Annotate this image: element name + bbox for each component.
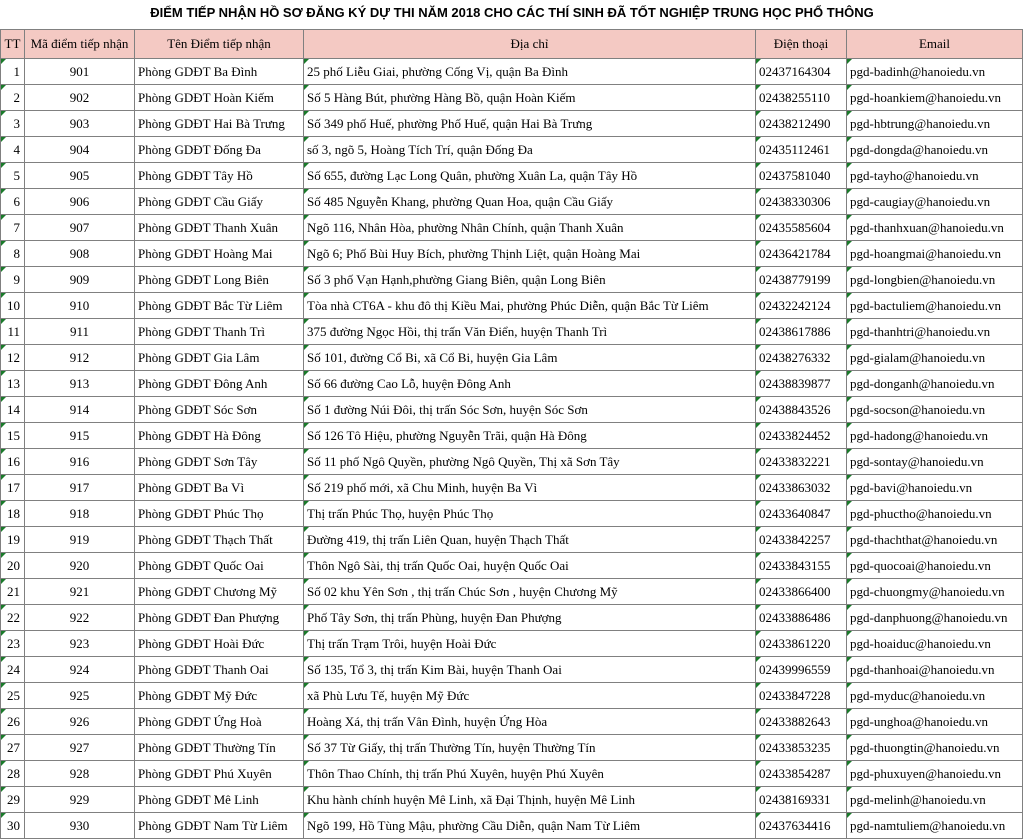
table-row — [1, 163, 1023, 189]
table-row — [1, 59, 1023, 85]
cell-tt: 18 — [1, 501, 25, 527]
cell-email: pgd-melinh@hanoiedu.vn — [847, 787, 1023, 813]
cell-email: pgd-thanhoai@hanoiedu.vn — [847, 657, 1023, 683]
cell-code: 918 — [25, 501, 135, 527]
cell-name: Phòng GDĐT Hoài Đức — [135, 631, 304, 657]
cell-address: Số 66 đường Cao Lỗ, huyện Đông Anh — [304, 371, 756, 397]
table-header-row — [1, 30, 1023, 59]
cell-code: 902 — [25, 85, 135, 111]
cell-code: 919 — [25, 527, 135, 553]
cell-email: pgd-phuctho@hanoiedu.vn — [847, 501, 1023, 527]
table-row — [1, 241, 1023, 267]
cell-phone: 02433882643 — [756, 709, 847, 735]
cell-name: Phòng GDĐT Bắc Từ Liêm — [135, 293, 304, 319]
cell-phone: 02433843155 — [756, 553, 847, 579]
cell-code: 928 — [25, 761, 135, 787]
cell-tt: 16 — [1, 449, 25, 475]
cell-email: pgd-myduc@hanoiedu.vn — [847, 683, 1023, 709]
cell-address: xã Phù Lưu Tế, huyện Mỹ Đức — [304, 683, 756, 709]
table-row — [1, 371, 1023, 397]
cell-tt: 27 — [1, 735, 25, 761]
cell-email: pgd-hadong@hanoiedu.vn — [847, 423, 1023, 449]
cell-tt: 29 — [1, 787, 25, 813]
cell-name: Phòng GDĐT Đan Phượng — [135, 605, 304, 631]
cell-phone: 02437164304 — [756, 59, 847, 85]
table-row — [1, 189, 1023, 215]
cell-phone: 02438276332 — [756, 345, 847, 371]
cell-email: pgd-chuongmy@hanoiedu.vn — [847, 579, 1023, 605]
cell-phone: 02438169331 — [756, 787, 847, 813]
cell-code: 913 — [25, 371, 135, 397]
cell-email: pgd-hoaiduc@hanoiedu.vn — [847, 631, 1023, 657]
cell-address: Đường 419, thị trấn Liên Quan, huyện Thạch Thất — [304, 527, 756, 553]
cell-tt: 17 — [1, 475, 25, 501]
cell-tt: 14 — [1, 397, 25, 423]
cell-email: pgd-sontay@hanoiedu.vn — [847, 449, 1023, 475]
cell-code: 914 — [25, 397, 135, 423]
cell-name: Phòng GDĐT Cầu Giấy — [135, 189, 304, 215]
cell-phone: 02438212490 — [756, 111, 847, 137]
cell-phone: 02438779199 — [756, 267, 847, 293]
cell-email: pgd-gialam@hanoiedu.vn — [847, 345, 1023, 371]
cell-email: pgd-socson@hanoiedu.vn — [847, 397, 1023, 423]
cell-address: Số 349 phố Huế, phường Phố Huế, quận Hai Bà Trưng — [304, 111, 756, 137]
header-name: Tên Điểm tiếp nhận — [135, 30, 304, 59]
cell-address: Số 02 khu Yên Sơn , thị trấn Chúc Sơn , huyện Chương Mỹ — [304, 579, 756, 605]
cell-tt: 4 — [1, 137, 25, 163]
cell-name: Phòng GDĐT Tây Hồ — [135, 163, 304, 189]
cell-address: Ngõ 6; Phố Bùi Huy Bích, phường Thịnh Liệt, quận Hoàng Mai — [304, 241, 756, 267]
table-row — [1, 683, 1023, 709]
table-row — [1, 527, 1023, 553]
table-row — [1, 267, 1023, 293]
cell-tt: 12 — [1, 345, 25, 371]
cell-code: 923 — [25, 631, 135, 657]
cell-code: 922 — [25, 605, 135, 631]
cell-code: 910 — [25, 293, 135, 319]
cell-code: 907 — [25, 215, 135, 241]
cell-code: 920 — [25, 553, 135, 579]
cell-email: pgd-quocoai@hanoiedu.vn — [847, 553, 1023, 579]
cell-code: 908 — [25, 241, 135, 267]
cell-name: Phòng GDĐT Thạch Thất — [135, 527, 304, 553]
cell-name: Phòng GDĐT Sóc Sơn — [135, 397, 304, 423]
cell-email: pgd-badinh@hanoiedu.vn — [847, 59, 1023, 85]
cell-phone: 02438839877 — [756, 371, 847, 397]
cell-tt: 25 — [1, 683, 25, 709]
cell-address: Số 101, đường Cổ Bi, xã Cổ Bi, huyện Gia Lâm — [304, 345, 756, 371]
cell-tt: 5 — [1, 163, 25, 189]
cell-code: 926 — [25, 709, 135, 735]
cell-name: Phòng GDĐT Hai Bà Trưng — [135, 111, 304, 137]
cell-phone: 02438330306 — [756, 189, 847, 215]
cell-phone: 02433886486 — [756, 605, 847, 631]
table-row — [1, 449, 1023, 475]
table-row — [1, 709, 1023, 735]
cell-email: pgd-dongda@hanoiedu.vn — [847, 137, 1023, 163]
cell-address: Thị trấn Phúc Thọ, huyện Phúc Thọ — [304, 501, 756, 527]
table-row — [1, 579, 1023, 605]
cell-address: 375 đường Ngọc Hồi, thị trấn Văn Điển, huyện Thanh Trì — [304, 319, 756, 345]
cell-code: 930 — [25, 813, 135, 839]
cell-tt: 10 — [1, 293, 25, 319]
table-row — [1, 319, 1023, 345]
cell-email: pgd-namtuliem@hanoiedu.vn — [847, 813, 1023, 839]
cell-tt: 6 — [1, 189, 25, 215]
cell-phone: 02435585604 — [756, 215, 847, 241]
cell-tt: 9 — [1, 267, 25, 293]
cell-email: pgd-longbien@hanoiedu.vn — [847, 267, 1023, 293]
cell-address: Số 3 phố Vạn Hạnh,phường Giang Biên, quận Long Biên — [304, 267, 756, 293]
cell-name: Phòng GDĐT Phú Xuyên — [135, 761, 304, 787]
cell-name: Phòng GDĐT Gia Lâm — [135, 345, 304, 371]
cell-name: Phòng GDĐT Mê Linh — [135, 787, 304, 813]
page-title: ĐIỂM TIẾP NHẬN HỒ SƠ ĐĂNG KÝ DỰ THI NĂM 2018 CHO CÁC THÍ SINH ĐÃ TỐT NGHIỆP TRUNG HỌC PHỔ THÔNG — [150, 5, 874, 20]
cell-email: pgd-thuongtin@hanoiedu.vn — [847, 735, 1023, 761]
cell-tt: 1 — [1, 59, 25, 85]
table-row — [1, 735, 1023, 761]
cell-code: 911 — [25, 319, 135, 345]
cell-name: Phòng GDĐT Nam Từ Liêm — [135, 813, 304, 839]
cell-tt: 21 — [1, 579, 25, 605]
cell-name: Phòng GDĐT Thanh Xuân — [135, 215, 304, 241]
cell-address: Khu hành chính huyện Mê Linh, xã Đại Thịnh, huyện Mê Linh — [304, 787, 756, 813]
cell-tt: 20 — [1, 553, 25, 579]
cell-tt: 28 — [1, 761, 25, 787]
cell-email: pgd-thanhxuan@hanoiedu.vn — [847, 215, 1023, 241]
cell-address: Thôn Ngô Sài, thị trấn Quốc Oai, huyện Quốc Oai — [304, 553, 756, 579]
cell-email: pgd-thachthat@hanoiedu.vn — [847, 527, 1023, 553]
cell-name: Phòng GDĐT Thanh Trì — [135, 319, 304, 345]
cell-tt: 30 — [1, 813, 25, 839]
cell-phone: 02435112461 — [756, 137, 847, 163]
cell-phone: 02433842257 — [756, 527, 847, 553]
cell-code: 925 — [25, 683, 135, 709]
cell-address: Số 5 Hàng Bút, phường Hàng Bồ, quận Hoàn Kiếm — [304, 85, 756, 111]
cell-email: pgd-phuxuyen@hanoiedu.vn — [847, 761, 1023, 787]
cell-phone: 02433832221 — [756, 449, 847, 475]
cell-address: Số 11 phố Ngô Quyền, phường Ngô Quyền, Thị xã Sơn Tây — [304, 449, 756, 475]
table-row — [1, 345, 1023, 371]
header-tt: TT — [1, 30, 25, 59]
cell-phone: 02436421784 — [756, 241, 847, 267]
cell-code: 912 — [25, 345, 135, 371]
table-row — [1, 85, 1023, 111]
cell-address: Số 219 phố mới, xã Chu Minh, huyện Ba Vì — [304, 475, 756, 501]
table-row — [1, 813, 1023, 839]
cell-address: Số 655, đường Lạc Long Quân, phường Xuân La, quận Tây Hồ — [304, 163, 756, 189]
cell-address: Số 485 Nguyễn Khang, phường Quan Hoa, quận Cầu Giấy — [304, 189, 756, 215]
header-email: Email — [847, 30, 1023, 59]
cell-tt: 7 — [1, 215, 25, 241]
cell-phone: 02433824452 — [756, 423, 847, 449]
cell-address: Số 126 Tô Hiệu, phường Nguyễn Trãi, quận Hà Đông — [304, 423, 756, 449]
cell-email: pgd-bavi@hanoiedu.vn — [847, 475, 1023, 501]
table-row — [1, 475, 1023, 501]
cell-phone: 02432242124 — [756, 293, 847, 319]
header-code: Mã điểm tiếp nhận — [25, 30, 135, 59]
cell-phone: 02438843526 — [756, 397, 847, 423]
cell-code: 924 — [25, 657, 135, 683]
table-row — [1, 787, 1023, 813]
cell-phone: 02438617886 — [756, 319, 847, 345]
cell-tt: 11 — [1, 319, 25, 345]
table-row — [1, 397, 1023, 423]
reception-points-table — [0, 29, 1023, 839]
table-row — [1, 423, 1023, 449]
cell-address: Số 37 Từ Giấy, thị trấn Thường Tín, huyện Thường Tín — [304, 735, 756, 761]
cell-address: số 3, ngõ 5, Hoàng Tích Trí, quận Đống Đa — [304, 137, 756, 163]
table-row — [1, 215, 1023, 241]
cell-code: 929 — [25, 787, 135, 813]
cell-tt: 22 — [1, 605, 25, 631]
cell-phone: 02433863032 — [756, 475, 847, 501]
cell-name: Phòng GDĐT Ba Vì — [135, 475, 304, 501]
cell-name: Phòng GDĐT Chương Mỹ — [135, 579, 304, 605]
cell-tt: 26 — [1, 709, 25, 735]
cell-name: Phòng GDĐT Thanh Oai — [135, 657, 304, 683]
table-row — [1, 501, 1023, 527]
cell-code: 901 — [25, 59, 135, 85]
cell-tt: 3 — [1, 111, 25, 137]
cell-code: 915 — [25, 423, 135, 449]
table-row — [1, 631, 1023, 657]
table-row — [1, 605, 1023, 631]
cell-email: pgd-caugiay@hanoiedu.vn — [847, 189, 1023, 215]
table-row — [1, 111, 1023, 137]
cell-phone: 02437634416 — [756, 813, 847, 839]
cell-phone: 02437581040 — [756, 163, 847, 189]
cell-address: Hoàng Xá, thị trấn Vân Đình, huyện Ứng Hòa — [304, 709, 756, 735]
cell-name: Phòng GDĐT Thường Tín — [135, 735, 304, 761]
cell-code: 903 — [25, 111, 135, 137]
cell-phone: 02433853235 — [756, 735, 847, 761]
cell-name: Phòng GDĐT Ba Đình — [135, 59, 304, 85]
cell-tt: 2 — [1, 85, 25, 111]
cell-email: pgd-hoangmai@hanoiedu.vn — [847, 241, 1023, 267]
cell-code: 916 — [25, 449, 135, 475]
cell-phone: 02433861220 — [756, 631, 847, 657]
cell-name: Phòng GDĐT Sơn Tây — [135, 449, 304, 475]
cell-name: Phòng GDĐT Phúc Thọ — [135, 501, 304, 527]
cell-phone: 02439996559 — [756, 657, 847, 683]
cell-name: Phòng GDĐT Hà Đông — [135, 423, 304, 449]
cell-address: Thị trấn Trạm Trôi, huyện Hoài Đức — [304, 631, 756, 657]
table-row — [1, 293, 1023, 319]
cell-email: pgd-tayho@hanoiedu.vn — [847, 163, 1023, 189]
cell-tt: 19 — [1, 527, 25, 553]
cell-address: Phố Tây Sơn, thị trấn Phùng, huyện Đan Phượng — [304, 605, 756, 631]
cell-email: pgd-thanhtri@hanoiedu.vn — [847, 319, 1023, 345]
cell-code: 905 — [25, 163, 135, 189]
cell-email: pgd-bactuliem@hanoiedu.vn — [847, 293, 1023, 319]
cell-tt: 15 — [1, 423, 25, 449]
cell-tt: 13 — [1, 371, 25, 397]
header-phone: Điện thoại — [756, 30, 847, 59]
cell-phone: 02433854287 — [756, 761, 847, 787]
cell-address: Số 1 đường Núi Đôi, thị trấn Sóc Sơn, huyện Sóc Sơn — [304, 397, 756, 423]
cell-address: Thôn Thao Chính, thị trấn Phú Xuyên, huyện Phú Xuyên — [304, 761, 756, 787]
cell-phone: 02433640847 — [756, 501, 847, 527]
cell-phone: 02433866400 — [756, 579, 847, 605]
cell-phone: 02438255110 — [756, 85, 847, 111]
cell-name: Phòng GDĐT Hoàn Kiếm — [135, 85, 304, 111]
cell-name: Phòng GDĐT Quốc Oai — [135, 553, 304, 579]
cell-tt: 23 — [1, 631, 25, 657]
cell-email: pgd-danphuong@hanoiedu.vn — [847, 605, 1023, 631]
cell-code: 906 — [25, 189, 135, 215]
cell-address: Số 135, Tổ 3, thị trấn Kim Bài, huyện Thanh Oai — [304, 657, 756, 683]
table-row — [1, 553, 1023, 579]
cell-address: Ngõ 116, Nhân Hòa, phường Nhân Chính, quận Thanh Xuân — [304, 215, 756, 241]
cell-name: Phòng GDĐT Đông Anh — [135, 371, 304, 397]
cell-code: 921 — [25, 579, 135, 605]
cell-tt: 24 — [1, 657, 25, 683]
cell-address: Tòa nhà CT6A - khu đô thị Kiều Mai, phường Phúc Diễn, quận Bắc Từ Liêm — [304, 293, 756, 319]
table-row — [1, 657, 1023, 683]
cell-name: Phòng GDĐT Đống Đa — [135, 137, 304, 163]
cell-address: 25 phố Liễu Giai, phường Cống Vị, quận Ba Đình — [304, 59, 756, 85]
cell-name: Phòng GDĐT Hoàng Mai — [135, 241, 304, 267]
cell-email: pgd-donganh@hanoiedu.vn — [847, 371, 1023, 397]
cell-email: pgd-unghoa@hanoiedu.vn — [847, 709, 1023, 735]
cell-name: Phòng GDĐT Ứng Hoà — [135, 709, 304, 735]
table-row — [1, 761, 1023, 787]
cell-phone: 02433847228 — [756, 683, 847, 709]
cell-tt: 8 — [1, 241, 25, 267]
cell-email: pgd-hoankiem@hanoiedu.vn — [847, 85, 1023, 111]
cell-name: Phòng GDĐT Long Biên — [135, 267, 304, 293]
cell-code: 917 — [25, 475, 135, 501]
cell-address: Ngõ 199, Hồ Tùng Mậu, phường Cầu Diễn, quận Nam Từ Liêm — [304, 813, 756, 839]
table-row — [1, 137, 1023, 163]
cell-code: 909 — [25, 267, 135, 293]
cell-name: Phòng GDĐT Mỹ Đức — [135, 683, 304, 709]
cell-code: 904 — [25, 137, 135, 163]
cell-email: pgd-hbtrung@hanoiedu.vn — [847, 111, 1023, 137]
cell-code: 927 — [25, 735, 135, 761]
header-address: Địa chỉ — [304, 30, 756, 59]
